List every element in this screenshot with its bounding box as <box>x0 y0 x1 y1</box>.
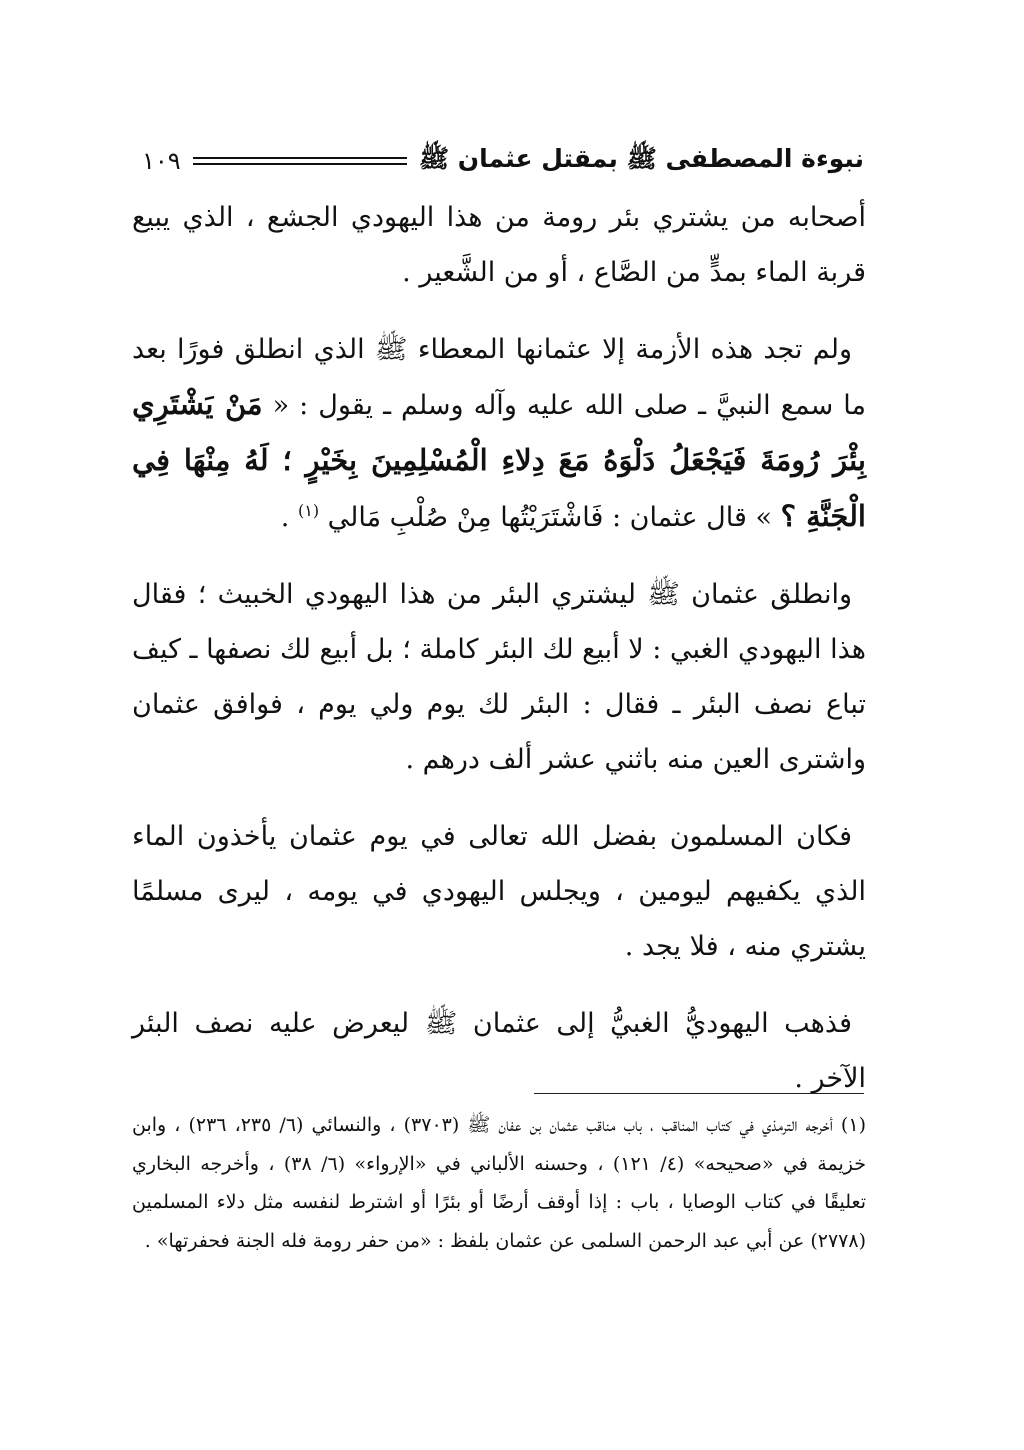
body-text <box>132 190 866 1128</box>
paragraph-3: وانطلق عثمان ﷺ ليشتري البئر من هذا اليهودي الخبيث ؛ فقال هذا اليهودي الغبي : لا أبيع لك البئر كاملة ؛ بل أبيع لك نصفها ـ كيف تباع نصف البئر ـ فقال : البئر لك يوم ولي يوم ، فوافق عثمان واشترى العين منه باثني عشر ألف درهم . <box>132 579 866 775</box>
paragraph-2-intro: ولم تجد هذه الأزمة إلا عثمانها المعطاء ﷺ الذي انطلق فورًا بعد ما سمع النبيَّ ـ صلى الله عليه وآله وسلم ـ يقول : « <box>132 334 866 421</box>
paragraph-1: أصحابه من يشتري بئر رومة من هذا اليهودي الجشع ، الذي يبيع قربة الماء بمدٍّ من الصَّاع ، أو من الشَّعير . <box>132 202 866 288</box>
page-number: ١٠٩ <box>142 147 181 175</box>
footnote-1: (١) أخرجه الترمذي في كتاب المناقب ، باب مناقب عثمان بن عفان ﷺ (٣٧٠٣) ، والنسائي (٦/ ٢٣٥، ٢٣٦) ، وابن خزيمة في «صحيحه» (٤/ ١٢١) ، وحسنه الألباني في «الإرواء» (٦/ ٣٨) ، وأخرجه البخاري تعليقًا في كتاب الوصايا ، باب : إذا أوقف أرضًا أو بئرًا أو اشترط لنفسه مثل دلاء المسلمين (٢٧٧٨) عن أبي عبد الرحمن السلمى عن عثمان بلفظ : «من حفر رومة فله الجنة فحفرتها» . <box>132 1114 866 1252</box>
header-title: نبوءة المصطفى ﷺ بمقتل عثمان ﷺ <box>418 143 864 173</box>
paragraph-2-end: . <box>280 502 290 533</box>
footnote-separator <box>534 1093 864 1094</box>
footnotes <box>132 1106 866 1260</box>
paragraph-2-continuation: » قال عثمان : فَاشْتَرَيْتُها مِنْ صُلْبِ مَالي <box>327 502 772 533</box>
running-header <box>142 138 864 184</box>
paragraph-4: فكان المسلمون بفضل الله تعالى في يوم عثمان يأخذون الماء الذي يكفيهم ليومين ، ويجلس اليهودي في يومه ، ليرى مسلمًا يشتري منه ، فلا يجد . <box>132 821 866 962</box>
paragraph-5: فذهب اليهوديُّ الغبيُّ إلى عثمان ﷺ ليعرض عليه نصف البئر الآخر . <box>132 1008 866 1094</box>
header-rule <box>193 157 407 165</box>
footnote-reference[interactable]: (١) <box>297 501 320 520</box>
hadith-quote: مَنْ يَشْتَرِي بِئْرَ رُومَةَ فَيَجْعَلُ دَلْوَهُ مَعَ دِلاءِ الْمُسْلِمِينَ بِخَيْرٍ ؛ لَهُ مِنْهَا فِي الْجَنَّةِ ؟ <box>132 387 866 533</box>
paragraph-2 <box>132 322 866 545</box>
